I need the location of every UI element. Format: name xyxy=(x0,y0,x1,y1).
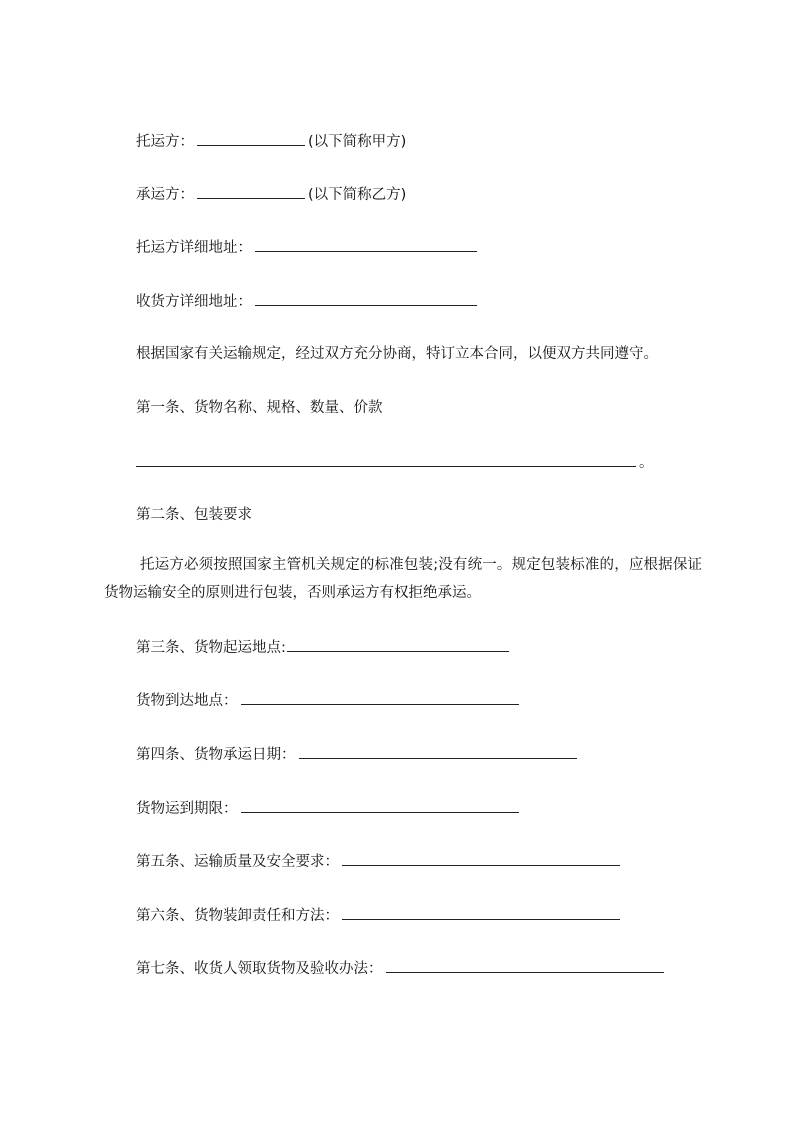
loading-unloading-blank xyxy=(342,905,620,920)
origin-place-blank xyxy=(287,637,509,652)
article1-blank-line xyxy=(136,452,654,473)
article5-label: 第五条、运输质量及安全要求： xyxy=(136,854,339,870)
arrival-place-label: 货物到达地点： xyxy=(136,693,238,709)
article4-label: 第四条、货物承运日期： xyxy=(136,747,296,763)
shipper-address-label: 托运方详细地址： xyxy=(136,240,252,256)
article3-line xyxy=(136,637,512,658)
shipper-name-blank xyxy=(197,131,305,146)
article2-title: 第二条、包装要求 xyxy=(136,507,252,523)
shipper-address-blank xyxy=(255,237,477,252)
shipper-line xyxy=(136,131,406,152)
article6-line xyxy=(136,905,623,926)
carriage-date-blank xyxy=(299,744,577,759)
article7-line xyxy=(136,958,667,979)
carrier-label: 承运方： xyxy=(136,187,194,203)
shipper-label: 托运方： xyxy=(136,134,194,150)
carrier-line xyxy=(136,184,406,205)
carrier-note: (以下简称乙方) xyxy=(308,187,407,203)
consignee-address-line xyxy=(136,291,480,312)
article4-line xyxy=(136,744,580,765)
consignee-address-label: 收货方详细地址： xyxy=(136,294,252,310)
arrival-place-line xyxy=(136,690,522,711)
article5-line xyxy=(136,851,623,872)
arrival-deadline-line xyxy=(136,798,522,819)
consignee-address-blank xyxy=(255,291,477,306)
shipper-note: (以下简称甲方) xyxy=(308,134,407,150)
arrival-deadline-label: 货物运到期限： xyxy=(136,801,238,817)
quality-safety-blank xyxy=(342,851,620,866)
article3-label: 第三条、货物起运地点: xyxy=(136,640,286,656)
article1-goods-blank xyxy=(136,452,636,467)
article1-end-mark: 。 xyxy=(639,455,654,471)
article1-title: 第一条、货物名称、规格、数量、价款 xyxy=(136,400,383,416)
article7-label: 第七条、收货人领取货物及验收办法： xyxy=(136,961,383,977)
article6-label: 第六条、货物装卸责任和方法： xyxy=(136,908,339,924)
arrival-deadline-blank xyxy=(241,798,519,813)
article2-body: 托运方必须按照国家主管机关规定的标准包装;没有统一。规定包装标准的，应根据保证货物运输安全的原则进行包装，否则承运方有权拒绝承运。 xyxy=(104,557,702,601)
carrier-name-blank xyxy=(197,184,305,199)
preamble: 根据国家有关运输规定，经过双方充分协商，特订立本合同，以便双方共同遵守。 xyxy=(136,346,658,362)
shipper-address-line xyxy=(136,237,480,258)
receipt-inspection-blank xyxy=(386,958,664,973)
arrival-place-blank xyxy=(241,690,519,705)
